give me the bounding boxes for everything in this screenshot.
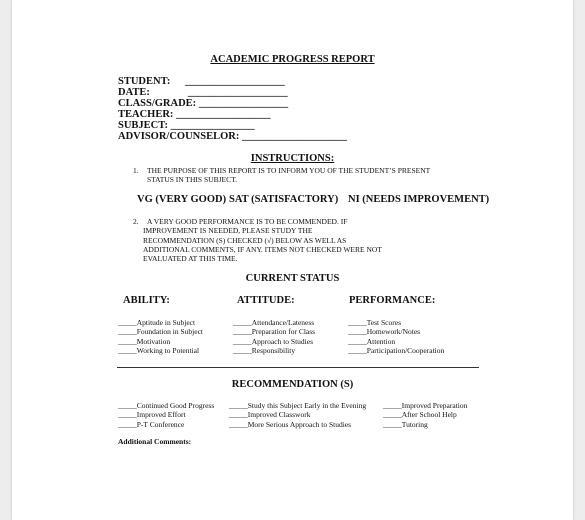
- attitude-attendance-checkbox[interactable]: _____Attendance/Lateness: [233, 318, 315, 327]
- teacher-field[interactable]: TEACHER: __________________: [118, 109, 271, 120]
- ability-aptitude-checkbox[interactable]: _____Aptitude in Subject: [118, 318, 196, 327]
- performance-attention-checkbox[interactable]: _____Attention: [348, 337, 396, 346]
- ability-heading: ABILITY:: [123, 295, 170, 306]
- attitude-responsibility-checkbox[interactable]: _____Responsibility: [233, 346, 296, 355]
- report-title: ACADEMIC PROGRESS REPORT: [210, 54, 375, 65]
- performance-test-scores-checkbox[interactable]: _____Test Scores: [348, 318, 402, 327]
- attitude-heading: ATTITUDE:: [237, 295, 295, 306]
- instruction-2-line-2: IMPROVEMENT IS NEEDED, PLEASE STUDY THE: [143, 226, 313, 235]
- rec-improved-classwork-checkbox[interactable]: _____Improved Classwork: [229, 410, 311, 419]
- rec-continued-progress-checkbox[interactable]: _____Continued Good Progress: [118, 401, 215, 410]
- advisor-counselor-field[interactable]: ADVISOR/COUNSELOR: ____________________: [118, 131, 347, 142]
- instruction-2-line-5: EVALUATED AT THIS TIME.: [143, 254, 238, 263]
- date-field[interactable]: DATE: ___________________: [118, 87, 288, 98]
- performance-homework-checkbox[interactable]: _____Homework/Notes: [348, 327, 421, 336]
- instruction-2-line-1: A VERY GOOD PERFORMANCE IS TO BE COMMENDED. IF: [147, 217, 348, 226]
- rec-tutoring-checkbox[interactable]: _____Tutoring: [383, 420, 428, 429]
- attitude-approach-checkbox[interactable]: _____Approach to Studies: [233, 337, 313, 346]
- instruction-2-line-3: RECOMMENDATION (S) CHECKED (√) BELOW AS WELL AS: [143, 236, 347, 245]
- performance-heading: PERFORMANCE:: [349, 295, 436, 306]
- rec-improved-preparation-checkbox[interactable]: _____Improved Preparation: [383, 401, 468, 410]
- rec-after-school-help-checkbox[interactable]: _____After School Help: [383, 410, 457, 419]
- rating-satisfactory: SAT (SATISFACTORY): [229, 194, 339, 205]
- attitude-preparation-checkbox[interactable]: _____Preparation for Class: [233, 327, 316, 336]
- recommendation-heading: RECOMMENDATION (S): [231, 379, 354, 390]
- rec-study-early-checkbox[interactable]: _____Study this Subject Early in the Evening: [229, 401, 367, 410]
- instruction-2-number: 2.: [133, 217, 139, 226]
- report-page: [12, 0, 573, 520]
- student-field[interactable]: STUDENT: ___________________: [118, 76, 285, 87]
- performance-participation-checkbox[interactable]: _____Participation/Cooperation: [348, 346, 445, 355]
- rating-very-good: VG (VERY GOOD): [137, 194, 227, 205]
- rec-improved-effort-checkbox[interactable]: _____Improved Effort: [118, 410, 186, 419]
- rating-needs-improvement: NI (NEEDS IMPROVEMENT): [348, 194, 490, 205]
- additional-comments-label: Additional Comments:: [118, 437, 192, 446]
- class-grade-field[interactable]: CLASS/GRADE: _________________: [118, 98, 289, 109]
- ability-motivation-checkbox[interactable]: _____Motivation: [118, 337, 171, 346]
- instruction-1-number: 1.: [133, 166, 139, 175]
- ability-potential-checkbox[interactable]: _____Working to Potential: [118, 346, 200, 355]
- rec-serious-approach-checkbox[interactable]: _____More Serious Approach to Studies: [229, 420, 352, 429]
- rec-pt-conference-checkbox[interactable]: _____P-T Conference: [118, 420, 185, 429]
- current-status-heading: CURRENT STATUS: [245, 273, 340, 284]
- ability-foundation-checkbox[interactable]: _____Foundation in Subject: [118, 327, 203, 336]
- instruction-1-line-1: THE PURPOSE OF THIS REPORT IS TO INFORM YOU OF THE STUDENT’S PRESENT: [147, 166, 431, 175]
- instruction-1-line-2: STATUS IN THIS SUBJECT.: [147, 175, 237, 184]
- instruction-2-line-4: ADDITIONAL COMMENTS, IF ANY. ITEMS NOT CHECKED WERE NOT: [143, 245, 382, 254]
- instructions-heading: INSTRUCTIONS:: [250, 153, 335, 164]
- section-divider: [117, 367, 479, 368]
- subject-field[interactable]: SUBJECT: ________________: [118, 120, 255, 131]
